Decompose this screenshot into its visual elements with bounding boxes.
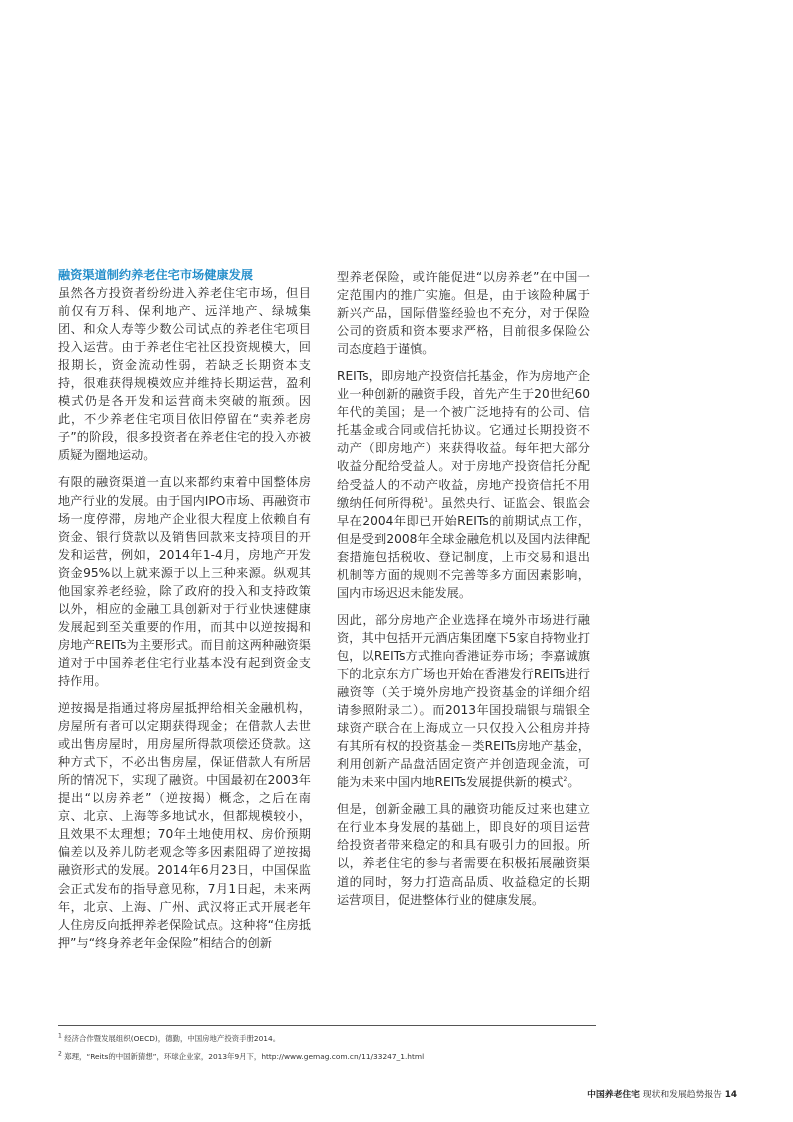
paragraph-financing-channels: 有限的融资渠道一直以来都约束着中国整体房地产行业的发展。由于国内IPO市场、再融资市场一度停滞，房地产企业很大程度上依赖自有资金、银行贷款以及销售回款来支持项目的开发和运营，例如，2014年1-4月，房地产开发资金95%以上就来源于以上三种来源。纵观其他国家养老经验，除了政府的投入和支持政策以外，相应的金融工具创新对于行业快速健康发展起到至关重要的作用，而其中以逆按揭和房地产REITs为主要形式。而目前这两种融资渠道对于中国养老住宅行业基本没有起到资金支持作用。 bbox=[58, 475, 311, 688]
footnote-ref-1[interactable]: 1 bbox=[424, 496, 429, 504]
report-title-bold: 中国养老住宅 bbox=[587, 1090, 640, 1100]
reits-text-b: 。虽然央行、证监会、银监会早在2004年即已开始REITs的前期试点工作，但是受到2008年全球金融危机以及国内法律配套措施包括税收、登记制度，上市交易和退出机制等方面的规则不完善等多方面因素影响，国内市场迟迟未能发展。 bbox=[337, 495, 591, 600]
footnote-text: 郑理，“Reits的中国新猜想”，环球企业家，2013年9月下，http://www.gemag.com.cn/11/33247_1.html bbox=[64, 1052, 425, 1061]
paragraph-reits bbox=[337, 367, 590, 602]
paragraph-investors: 虽然各方投资者纷纷进入养老住宅市场，但目前仅有万科、保利地产、远洋地产、绿城集团、和众人寿等少数公司试点的养老住宅项目投入运营。由于养老住宅社区投资规模大，回报期长，资金流动性弱，若缺乏长期资本支持，很难获得规模效应并维持长期运营，盈利模式仍是各开发和运营商未突破的瓶颈。因此，不少养老住宅项目依旧停留在“卖养老房子”的阶段，很多投资者在养老住宅的投入亦被质疑为圈地运动。 bbox=[58, 286, 311, 463]
overseas-text-a: 因此，部分房地产企业选择在境外市场进行融资，其中包括开元酒店集团麾下5家自持物业打包，以REITs方式推向香港证券市场；李嘉诚旗下的北京东方广场也开始在香港发行REITs进行融资等（关于境外房地产投资基金的详细介绍请参照附录二）。而2013年国投瑞银与瑞银全球资产联合在上海成立一只仅投入公租房并持有其所有权的投资基金－类REITs房地产基金，利用创新产品盘活固定资产并创造现金流，可能为未来中国内地REITs发展提供新的模式 bbox=[337, 612, 590, 790]
footnote-2 bbox=[58, 1051, 658, 1062]
footnote-number: 1 bbox=[58, 1032, 62, 1040]
overseas-text-b: 。 bbox=[567, 775, 580, 790]
left-column bbox=[58, 266, 311, 961]
footnote-ref-2[interactable]: 2 bbox=[563, 776, 568, 784]
page-number: 14 bbox=[724, 1090, 737, 1100]
footnote-text: 经济合作暨发展组织(OECD)，德勤，中国房地产投资手册2014。 bbox=[64, 1034, 281, 1043]
page-footer bbox=[587, 1087, 737, 1100]
footnote-1 bbox=[58, 1033, 658, 1044]
footnotes bbox=[58, 1033, 658, 1069]
report-title: 现状和发展趋势报告 bbox=[642, 1090, 722, 1100]
paragraph-pension-insurance: 型养老保险，或许能促进“以房养老”在中国一定范围内的推广实施。但是，由于该险种属于新兴产品，国际借鉴经验也不充分，对于保险公司的资质和资本要求严格，目前很多保险公司态度趋于谨慎。 bbox=[337, 270, 590, 357]
footnote-divider bbox=[58, 1025, 596, 1026]
section-heading: 融资渠道制约养老住宅市场健康发展 bbox=[58, 268, 253, 282]
right-column bbox=[337, 268, 590, 918]
footnote-number: 2 bbox=[58, 1050, 62, 1058]
reits-text-a: REITs，即房地产投资信托基金，作为房地产企业一种创新的融资手段，首先产生于20世纪60年代的美国；是一个被广泛地持有的公司、信托基金或合同或信托协议。它通过长期投资不动产（即房地产）来获得收益。每年把大部分收益分配给受益人。对于房地产投资信托分配给受益人的不动产收益，房地产投资信托不用缴纳任何所得税 bbox=[337, 369, 590, 510]
paragraph-conclusion: 但是，创新金融工具的融资功能反过来也建立在行业本身发展的基础上，即良好的项目运营给投资者带来稳定的和具有吸引力的回报。所以，养老住宅的参与者需要在积极拓展融资渠道的同时，努力打造高品质、收益稳定的长期运营项目，促进整体行业的健康发展。 bbox=[337, 802, 590, 907]
paragraph-overseas-financing bbox=[337, 611, 590, 791]
paragraph-reverse-mortgage: 逆按揭是指通过将房屋抵押给相关金融机构，房屋所有者可以定期获得现金；在借款人去世或出售房屋时，用房屋所得款项偿还贷款。这种方式下，不必出售房屋，保证借款人有所居所的情况下，实现了融资。中国最初在2003年提出“以房养老”（逆按揭）概念，之后在南京、北京、上海等多地试水，但都规模较小，且效果不太理想；70年土地使用权、房价预期偏差以及养儿防老观念等多因素阻碍了逆按揭融资形式的发展。2014年6月23日，中国保监会正式发布的指导意见称，7月1日起，未来两年，北京、上海、广州、武汉将正式开展老年人住房反向抵押养老保险试点。这种将“住房抵押”与“终身养老年金保险”相结合的创新 bbox=[58, 701, 311, 950]
